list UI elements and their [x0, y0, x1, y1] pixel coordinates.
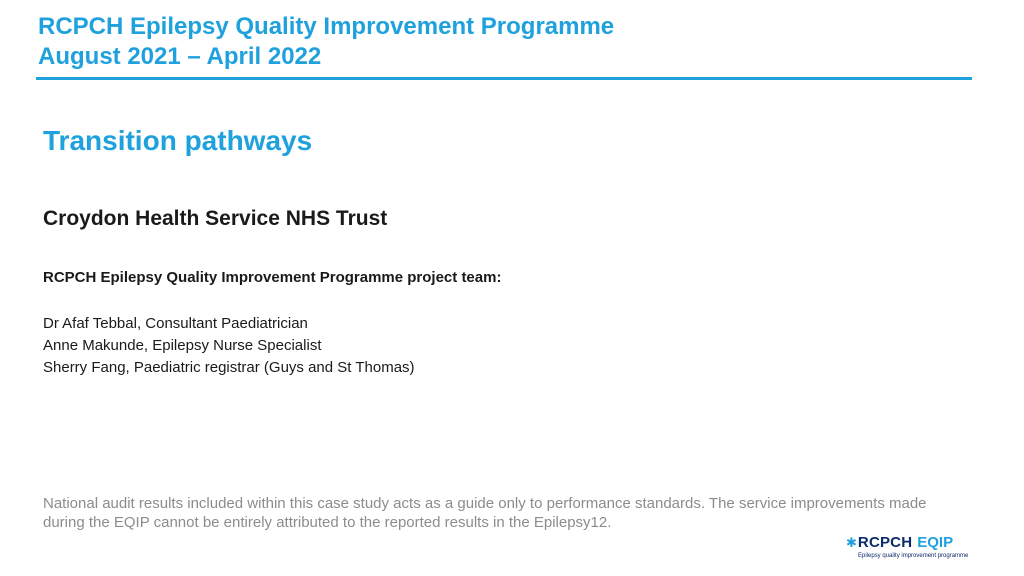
- header-title-line-1: RCPCH Epilepsy Quality Improvement Programme: [38, 13, 615, 40]
- logo-wordmark: [846, 534, 976, 552]
- header-title: [38, 12, 614, 72]
- star-figure-icon: ✱: [846, 535, 857, 550]
- team-member: Anne Makunde, Epilepsy Nurse Specialist: [43, 337, 322, 354]
- header-divider: [36, 77, 972, 80]
- header-title-line-2: August 2021 – April 2022: [38, 43, 322, 70]
- logo-brand: RCPCH: [857, 534, 913, 551]
- disclaimer-text: National audit results included within this case study acts as a guide only to performance standards. The service improvements made during the EQIP cannot be entirely attributed to the reported results in the Epilepsy12.: [43, 495, 927, 531]
- rcpch-eqip-logo: [846, 534, 976, 564]
- section-title: Transition pathways: [43, 125, 313, 156]
- trust-name: Croydon Health Service NHS Trust: [43, 207, 388, 230]
- team-member: Sherry Fang, Paediatric registrar (Guys and St Thomas): [43, 359, 415, 376]
- logo-product: EQIP: [917, 534, 954, 551]
- logo-tagline: Epilepsy quality improvement programme: [858, 553, 969, 559]
- team-heading: RCPCH Epilepsy Quality Improvement Programme project team:: [43, 269, 502, 286]
- team-list: [43, 313, 415, 379]
- team-member: Dr Afaf Tebbal, Consultant Paediatrician: [43, 315, 308, 332]
